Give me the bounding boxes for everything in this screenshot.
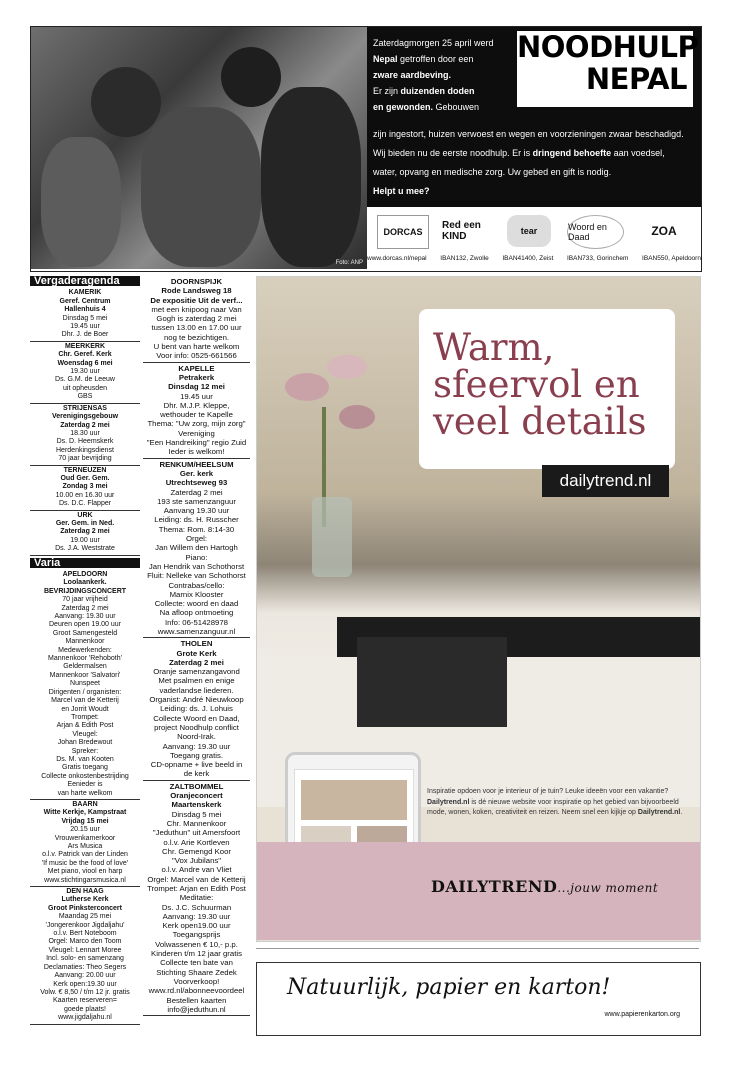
- title-box: [517, 30, 699, 107]
- event-detail-line: o.l.v. Arie Kortleven: [163, 837, 230, 847]
- event-listing: [30, 887, 140, 1025]
- event-heading-line: Oranjeconcert: [170, 791, 223, 801]
- event-detail-line: Collecte ten bate van: [160, 958, 233, 968]
- event-detail-line: Orgel: Marco den Toom: [48, 938, 122, 946]
- event-detail-line: GBS: [77, 393, 93, 401]
- event-detail-line: Spreker:: [71, 747, 99, 755]
- event-heading-line: Ger. Gem. in Ned.: [55, 519, 115, 527]
- ad-body-text: Inspiratie opdoen voor je interieur of je tuin? Leuke ideeën voor een vakantie? Dailytrend.nl is dé nieuwe website voor inspiratie op het gebied van bijvoorbeeld mode, wonen, koken, creativiteit en reizen. Neem snel een kijkje op Dailytrend.nl.: [427, 788, 683, 816]
- event-detail-line: Eenieder is: [67, 781, 103, 789]
- event-detail-line: Ds. M. van Kooten: [56, 755, 114, 763]
- event-detail-line: Aanvang: 19.30 uur: [162, 911, 231, 921]
- event-listing: [143, 459, 250, 639]
- event-heading-line: Verenigingsgebouw: [51, 413, 119, 421]
- event-detail-line: Bestellen kaarten: [166, 995, 227, 1005]
- event-detail-line: Dinsdag 5 mei: [62, 314, 108, 322]
- event-detail-line: Toegang gratis.: [170, 750, 223, 760]
- earthquake-photo: [31, 27, 367, 269]
- dailytrend-advertisement: [256, 276, 701, 942]
- events-vergaderagenda: [30, 288, 140, 555]
- event-detail-line: Ds. J.A. Weststrate: [55, 545, 115, 553]
- event-heading-line: Zondag 3 mei: [62, 483, 108, 491]
- event-heading-line: DOORNSPIJK: [170, 277, 223, 286]
- event-detail-line: Groot Samengesteld: [52, 629, 118, 637]
- event-detail-line: Chr. Gemengd Koor: [162, 846, 231, 856]
- event-heading-line: Ger. kerk: [179, 468, 214, 478]
- event-detail-line: Ars Musica: [67, 843, 103, 850]
- event-detail-line: Marcel van de Ketterij: [51, 697, 119, 705]
- event-heading-line: Geref. Centrum: [59, 297, 111, 305]
- intro-nepal: Nepal: [373, 54, 398, 64]
- event-detail-line: Thema: "Uw zorg, mijn zorg": [147, 419, 246, 429]
- event-detail-line: Dhr. M.J.P. Kleppe,: [163, 400, 230, 410]
- ad-headline: Warm, sfeervol en veel details: [433, 326, 647, 443]
- event-detail-line: Ds. D.C. Flapper: [58, 500, 112, 508]
- event-detail-line: 20.15 uur: [70, 826, 100, 834]
- event-detail-line: Aanvang: 19.30 uur: [54, 613, 116, 621]
- help-question: Helpt u mee?: [373, 186, 430, 196]
- event-detail-line: Vleugel: Lennart Moree: [48, 946, 122, 954]
- event-detail-line: van harte welkom: [57, 789, 113, 797]
- event-heading-line: THOLEN: [180, 639, 213, 649]
- event-detail-line: www.stichtingarsmusica.nl: [44, 876, 126, 884]
- event-detail-line: Herdenkingsdienst: [56, 446, 114, 454]
- event-detail-line: Aanvang: 19.30 uur: [162, 741, 231, 751]
- event-detail-line: 10.00 en 16.30 uur: [55, 491, 115, 499]
- intro-line: Er zijn: [373, 86, 399, 96]
- event-heading-line: Petrakerk: [178, 372, 215, 382]
- event-heading-line: ZALTBOMMEL: [169, 781, 224, 791]
- title-line-2: NEPAL: [585, 62, 687, 96]
- event-heading-line: STRIJENSAS: [63, 404, 107, 412]
- event-detail-line: U bent van harte welkom: [153, 342, 240, 352]
- event-listing: [143, 276, 250, 363]
- event-detail-line: Stichting Shaare Zedek: [156, 967, 237, 977]
- event-listing: [143, 781, 250, 1016]
- event-detail-line: "Een Handreiking" regio Zuid: [146, 438, 247, 448]
- event-detail-line: Zaterdag 2 mei: [170, 487, 223, 497]
- event-detail-line: Dhr. J. de Boer: [61, 331, 109, 339]
- event-detail-line: nog te bezichtigen.: [163, 332, 230, 342]
- body-line: Wij bieden nu de eerste noodhulp. Er is: [373, 148, 531, 158]
- divider: [256, 948, 699, 949]
- iban-item: IBAN733, Gorinchem: [566, 255, 629, 262]
- agenda-column-2: [143, 276, 250, 1016]
- event-detail-line: Mannenkoor: [65, 638, 105, 646]
- event-detail-line: Gogh is zaterdag 2 mei: [156, 314, 237, 324]
- event-heading-line: Chr. Geref. Kerk: [58, 351, 112, 359]
- event-detail-line: wethouder te Kapelle: [160, 410, 233, 420]
- event-detail-line: o.l.v. Andre van Vliet: [161, 865, 232, 875]
- intro-line: Zaterdagmorgen 25 april werd: [373, 38, 494, 48]
- event-detail-line: Met piano, viool en harp: [47, 868, 123, 876]
- event-heading-line: Lutherse Kerk: [61, 896, 109, 904]
- event-detail-line: www.samenzanguur.nl: [157, 626, 236, 636]
- event-detail-line: Volw. € 8,50 / t/m 12 jr. gratis: [40, 988, 130, 996]
- events-varia: [30, 570, 140, 1025]
- headline-bubble: [419, 309, 675, 469]
- ad-text: is dé nieuwe website voor inspiratie op het gebied van bijvoorbeeld mode, wonen, koken, creativiteit en reizen. Neem snel een kijkje op: [427, 798, 679, 816]
- event-detail-line: uit opheusden: [63, 384, 107, 392]
- event-detail-line: Na afloop ontmoeting: [159, 608, 234, 618]
- event-heading-line: Rode Landsweg 18: [161, 286, 232, 296]
- event-detail-line: de kerk: [183, 769, 210, 779]
- iban-item: IBAN550, Apeldoorn: [642, 255, 701, 262]
- event-detail-line: Collecte onkostenbestrijding: [41, 772, 129, 780]
- event-detail-line: Aanvang 19.30 uur: [163, 506, 230, 516]
- event-detail-line: "Vox Jubilans": [171, 856, 222, 866]
- event-listing: [143, 363, 250, 459]
- event-detail-line: Noord-Irak.: [177, 732, 216, 742]
- event-detail-line: www.jigdaljahu.nl: [58, 1014, 112, 1022]
- event-listing: [30, 342, 140, 404]
- event-heading-line: Hallenhuis 4: [64, 306, 106, 314]
- event-detail-line: 18.30 uur: [70, 429, 100, 437]
- body-line: aan voedsel,: [613, 148, 665, 158]
- event-detail-line: 19.30 uur: [70, 368, 100, 376]
- red-een-kind-logo: Red een KIND: [442, 220, 481, 242]
- event-heading-line: De expositie Uit de verf...: [150, 295, 243, 305]
- event-heading-line: KAMERIK: [68, 289, 102, 297]
- event-detail-line: project Noodhulp conflict: [154, 722, 239, 732]
- event-heading-line: RENKUM/HEELSUM: [159, 459, 234, 469]
- event-detail-line: o.l.v. Patrick van der Linden: [42, 851, 128, 859]
- agenda-column-1: [30, 276, 140, 1025]
- event-detail-line: Aanvang: 20.00 uur: [54, 972, 116, 980]
- event-heading-line: Utrechtseweg 93: [165, 478, 228, 488]
- event-detail-line: Ds. G.M. de Leeuw: [55, 376, 115, 384]
- event-detail-line: Marnix Klooster: [169, 589, 224, 599]
- event-heading-line: Loolaankerk.: [63, 579, 107, 587]
- event-detail-line: en Jorrit Woudt: [61, 705, 109, 713]
- event-heading-line: Oud Ger. Gem.: [60, 474, 110, 482]
- dailytrend-badge[interactable]: dailytrend.nl: [542, 465, 669, 497]
- appeal-text-block: [367, 27, 701, 207]
- event-detail-line: 'Jongerenkoor Jigdaljahu': [45, 921, 125, 929]
- flower-vase-image: [277, 347, 387, 577]
- event-detail-line: Orgel:: [185, 534, 208, 544]
- event-heading-line: Witte Kerkje, Kampstraat: [43, 809, 127, 817]
- event-detail-line: Voorverkoop!: [173, 976, 220, 986]
- event-detail-line: Vleugel:: [72, 730, 98, 738]
- event-detail-line: Info: 06-51428978: [165, 617, 228, 627]
- paper-url[interactable]: www.papierenkarton.org: [604, 1011, 680, 1018]
- event-heading-line: DEN HAAG: [66, 888, 104, 896]
- event-detail-line: Zaterdag 2 mei: [61, 604, 109, 612]
- event-heading-line: KAPELLE: [178, 363, 215, 373]
- event-detail-line: Vereniging: [178, 428, 215, 438]
- event-listing: [30, 404, 140, 466]
- event-detail-line: Ds. D. Heemskerk: [56, 438, 114, 446]
- event-detail-line: Fluit: Nelleke van Schothorst: [147, 571, 246, 581]
- event-detail-line: Dirigenten / organisten:: [48, 688, 122, 696]
- event-detail-line: Met psalmen en enige: [158, 676, 235, 686]
- event-heading-line: Vrijdag 15 mei: [61, 817, 109, 825]
- event-detail-line: CD-opname + live beeld in: [150, 760, 243, 770]
- body-line: zijn ingestort, huizen verwoest en wegen en voorzieningen zwaar beschadigd.: [373, 129, 684, 139]
- event-detail-line: Arjan & Edith Post: [56, 722, 114, 730]
- event-detail-line: Johan Bredewout: [57, 739, 113, 747]
- event-detail-line: met een knipoog naar Van: [151, 304, 242, 314]
- noodhulp-nepal-banner: [30, 26, 702, 272]
- event-heading-line: BEVRIJDINGSCONCERT: [43, 587, 127, 595]
- ad-text-brand: Dailytrend.nl: [427, 798, 470, 806]
- event-detail-line: Toegangsprijs: [172, 930, 221, 940]
- appeal-body: [373, 125, 695, 201]
- event-detail-line: "Jeduthun" uit Amersfoort: [152, 828, 241, 838]
- intro-text: [373, 35, 513, 115]
- event-detail-line: Meditatie:: [179, 893, 214, 903]
- paper-slogan: Natuurlijk, papier en karton!: [287, 975, 611, 1000]
- event-heading-line: Dinsdag 12 mei: [168, 382, 225, 392]
- event-detail-line: Leiding: ds. J. Lohuis: [160, 704, 233, 714]
- event-detail-line: goede plaats!: [63, 1005, 107, 1013]
- event-heading-line: Zaterdag 2 mei: [60, 528, 110, 536]
- logo-tagline: ...jouw moment: [557, 881, 659, 895]
- event-detail-line: Trompet:: [71, 713, 99, 721]
- event-detail-line: vaderlandse liederen.: [159, 685, 234, 695]
- event-detail-line: Chr. Mannenkoor: [166, 818, 227, 828]
- event-detail-line: Medewerkenden:: [58, 646, 112, 654]
- event-heading-line: Zaterdag 2 mei: [60, 421, 110, 429]
- event-heading-line: Grote Kerk: [176, 648, 217, 658]
- event-detail-line: Incl. solo- en samenzang: [46, 955, 124, 963]
- logo-main: DAILYTREND: [431, 877, 558, 896]
- event-detail-line: o.l.v. Bert Noteboom: [53, 930, 117, 938]
- event-listing: [30, 511, 140, 556]
- event-detail-line: info@jeduthun.nl: [167, 1004, 226, 1014]
- event-detail-line: tussen 13.00 en 17.00 uur: [151, 323, 242, 333]
- iban-item[interactable]: www.dorcas.nl/nepal: [367, 255, 427, 262]
- event-detail-line: Ieder is welkom!: [168, 447, 225, 457]
- event-detail-line: www.rd.nl/abonneevoordeel: [148, 986, 245, 996]
- event-detail-line: Nunspeet: [70, 680, 100, 688]
- intro-line: Gebouwen: [435, 102, 480, 112]
- event-detail-line: Organist: André Nieuwkoop: [149, 695, 244, 705]
- zoa-logo: ZOA: [651, 224, 677, 238]
- event-detail-line: Kaarten reserveren=: [52, 997, 117, 1005]
- event-detail-line: Geldermalsen: [63, 663, 107, 671]
- intro-emphasis: en gewonden.: [373, 102, 434, 112]
- event-detail-line: 70 jaar vrijheid: [62, 596, 108, 604]
- sink: [357, 637, 507, 727]
- section-heading-varia: Varia: [30, 558, 140, 568]
- event-detail-line: Voor info: 0525-661566: [156, 351, 237, 361]
- papier-karton-advertisement: [256, 962, 701, 1036]
- event-detail-line: Mannenkoor 'Rehoboth': [48, 655, 122, 663]
- event-detail-line: Kinderen t/m 12 jaar gratis: [151, 949, 242, 959]
- event-heading-line: Woensdag 6 mei: [57, 359, 113, 367]
- event-heading-line: BAARN: [72, 800, 98, 808]
- event-listing: [30, 466, 140, 511]
- intro-line: getroffen door een: [400, 54, 474, 64]
- title-line-1: NOODHULP: [517, 30, 699, 64]
- event-detail-line: Collecte: woord en daad: [154, 599, 239, 609]
- ad-text-link[interactable]: Dailytrend.nl: [637, 809, 681, 816]
- event-listing: [30, 288, 140, 341]
- tear-logo: tear: [507, 215, 551, 247]
- event-detail-line: Collecte Woord en Daad,: [153, 713, 240, 723]
- event-detail-line: Thema: Rom. 8:14-30: [158, 524, 235, 534]
- event-detail-line: Leiding: ds. H. Russcher: [154, 515, 239, 525]
- event-detail-line: Mannenkoor 'Salvatori': [49, 671, 121, 679]
- event-detail-line: Vrouwenkamerkoor: [54, 834, 116, 842]
- event-heading-line: MEERKERK: [64, 342, 106, 350]
- events-column-2: [143, 276, 250, 1016]
- body-line: water, opvang en medische zorg. Uw gebed en gift is nodig.: [373, 167, 612, 177]
- event-detail-line: Oranje samenzangavond: [153, 667, 240, 677]
- event-detail-line: 70 jaar bevrijding: [58, 455, 112, 463]
- event-detail-line: Dinsdag 5 mei: [171, 809, 222, 819]
- event-detail-line: Ds. J.C. Schuurman: [161, 902, 232, 912]
- event-detail-line: Volwassenen € 10,- p.p.: [155, 939, 238, 949]
- dorcas-logo: DORCAS: [377, 215, 429, 249]
- iban-item: IBAN132, Zwolle: [440, 255, 489, 262]
- intro-line: zware aardbeving.: [373, 70, 452, 80]
- event-heading-line: Groot Pinksterconcert: [48, 904, 122, 912]
- intro-emphasis: duizenden doden: [400, 86, 475, 96]
- partner-logos: [367, 207, 701, 269]
- event-detail-line: 19.45 uur: [70, 323, 100, 331]
- event-heading-line: Zaterdag 2 mei: [169, 657, 224, 667]
- event-detail-line: Kerk open19.00 uur: [162, 921, 231, 931]
- iban-item: IBAN41400, Zeist: [502, 255, 554, 262]
- event-detail-line: Contrabas/cello:: [168, 580, 225, 590]
- event-detail-line: 19.00 uur: [70, 536, 100, 544]
- event-detail-line: 193 ste samenzanguur: [157, 496, 236, 506]
- event-detail-line: Kerk open:19.30 uur: [53, 980, 117, 988]
- event-detail-line: 'If music be the food of love': [41, 859, 129, 867]
- event-detail-line: Piano:: [185, 552, 208, 562]
- event-listing: [30, 800, 140, 887]
- section-heading-vergaderagenda: Vergaderagenda: [30, 276, 140, 286]
- event-heading-line: URK: [77, 511, 93, 519]
- event-heading-line: Maartenskerk: [171, 800, 222, 810]
- event-heading-line: TERNEUZEN: [63, 466, 107, 474]
- event-heading-line: APELDOORN: [62, 571, 108, 578]
- woord-en-daad-logo: Woord en Daad: [567, 215, 624, 249]
- event-detail-line: 19.45 uur: [180, 391, 213, 401]
- event-listing: [30, 570, 140, 800]
- ad-text: Inspiratie opdoen voor je interieur of je tuin? Leuke ideeën voor een vakantie?: [427, 788, 669, 795]
- event-detail-line: Declamaties: Theo Segers: [43, 963, 127, 971]
- event-detail-line: Jan Willem den Hartogh: [155, 543, 238, 553]
- event-detail-line: Trompet: Arjan en Edith Post: [147, 884, 246, 893]
- event-listing: [143, 638, 250, 780]
- photo-credit: Foto: ANP: [335, 260, 363, 266]
- body-emphasis: dringend behoefte: [532, 148, 612, 158]
- dailytrend-logo: [431, 877, 691, 896]
- event-detail-line: Maandag 25 mei: [58, 913, 112, 921]
- event-detail-line: Orgel: Marcel van de Ketterij: [147, 874, 246, 884]
- iban-list: [367, 255, 701, 262]
- event-detail-line: Deuren open 19.00 uur: [49, 621, 121, 629]
- event-detail-line: Jan Hendrik van Schothorst: [148, 561, 245, 571]
- event-detail-line: Gratis toegang: [62, 764, 108, 772]
